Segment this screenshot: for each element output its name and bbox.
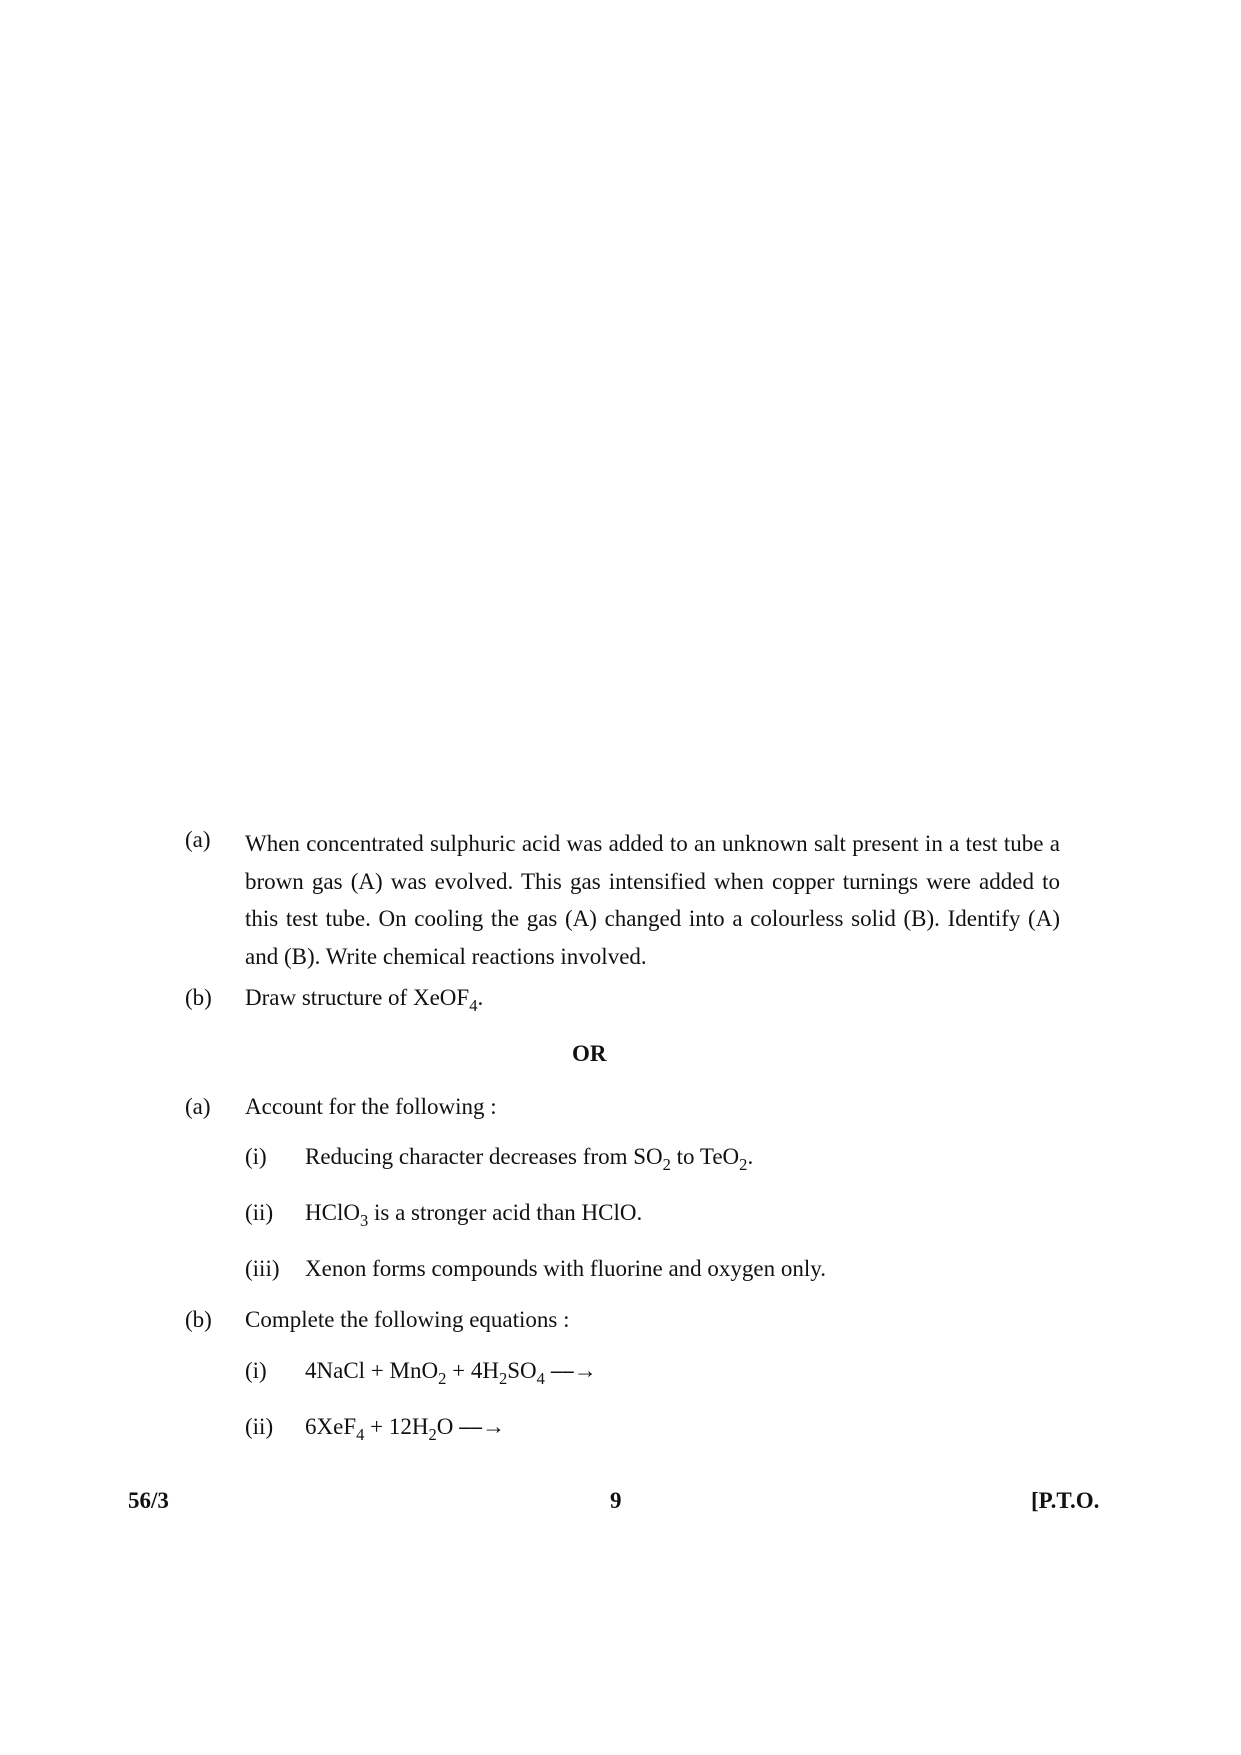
english-or-divider: OR [572,1041,607,1066]
footer-paper-code: 56/3 [128,1488,169,1513]
english-or-a-ii-text [305,1198,642,1228]
english-or-a-i-label: (i) [245,1144,267,1169]
english-or-a-ii-label: (ii) [245,1200,274,1225]
footer-page-number: 9 [610,1488,622,1513]
english-eq-i [305,1356,597,1386]
text: Reducing character decreases from SO [305,1144,663,1169]
subscript: 4 [469,995,478,1015]
text: Draw structure of XeOF [245,985,470,1010]
text: . [747,1144,754,1169]
subscript: 2 [739,1154,748,1174]
text: HClO [305,1200,360,1225]
footer-pto: [P.T.O. [1031,1488,1100,1513]
text: to TeO [670,1144,740,1169]
english-or-b-text: Complete the following equations : [245,1307,570,1332]
english-part-b-text [245,983,483,1013]
arrow-icon: ⎯⎯→ [459,1414,506,1439]
english-eq-i-label: (i) [245,1358,267,1383]
english-eq-ii [305,1412,505,1442]
text: 4NaCl + MnO [305,1358,439,1383]
subscript: 4 [536,1368,545,1388]
text: . [477,985,484,1010]
subscript: 4 [356,1424,365,1444]
english-part-b-label: (b) [185,985,212,1010]
text: 6XeF [305,1414,357,1439]
arrow-icon: ⎯⎯→ [550,1358,597,1383]
subscript: 2 [498,1368,508,1388]
text: + 12H [364,1414,429,1439]
subscript: 3 [359,1210,369,1230]
english-or-a-text: Account for the following : [245,1094,497,1119]
english-eq-ii-label: (ii) [245,1414,274,1439]
text: O [436,1414,454,1439]
text: + 4H [446,1358,499,1383]
english-or-a-i-text [305,1142,753,1172]
english-part-a-label: (a) [185,827,211,852]
subscript: 2 [662,1154,671,1174]
subscript: 2 [438,1368,447,1388]
english-or-a-label: (a) [185,1094,211,1119]
text: SO [507,1358,537,1383]
english-part-a-text: When concentrated sulphuric acid was added to an unknown salt present in a test tube a brown gas (A) was evolved. This gas intensified when copper turnings were added to this test tube. On cooling the gas (A) changed into a colourless solid (B). Identify (A) and (B). Write chemical reactions involved. [245,831,1060,969]
english-or-a-iii-label: (iii) [245,1256,280,1281]
subscript: 2 [428,1424,437,1444]
text: is a stronger acid than HClO. [368,1200,643,1225]
english-or-a-iii-text: Xenon forms compounds with fluorine and oxygen only. [305,1256,827,1281]
english-or-b-label: (b) [185,1307,212,1332]
